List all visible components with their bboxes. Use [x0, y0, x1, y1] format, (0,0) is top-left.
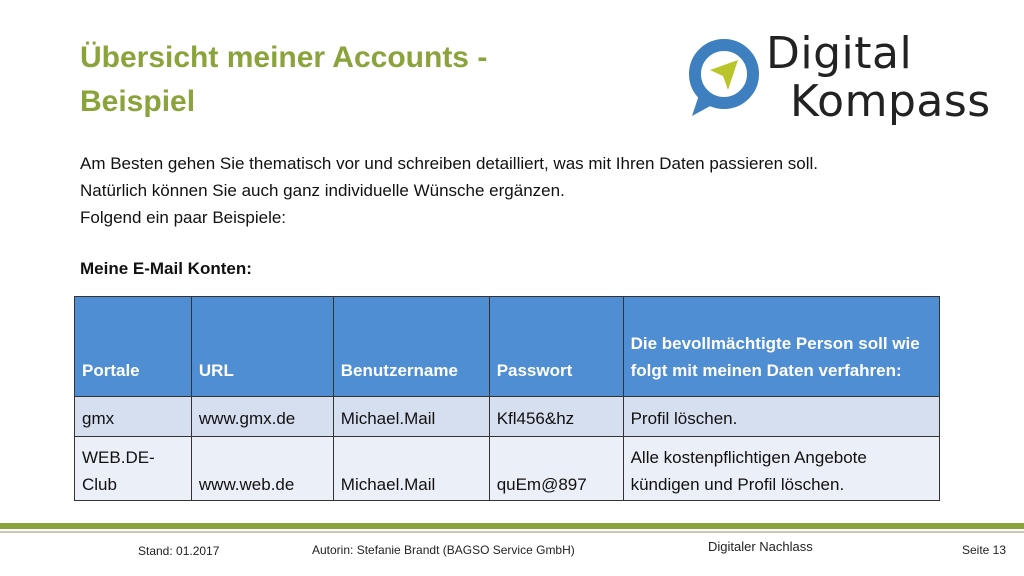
- digital-kompass-logo: [688, 28, 991, 132]
- footer-divider: [0, 531, 1024, 533]
- header-benutzername: Benutzername: [333, 297, 489, 397]
- cell-password: quEm@897: [489, 437, 623, 501]
- footer-topic: Digitaler Nachlass: [708, 539, 813, 554]
- email-accounts-table: [74, 296, 940, 501]
- slide-title-line-1: Übersicht meiner Accounts -: [80, 41, 488, 74]
- cell-url: www.web.de: [191, 437, 333, 501]
- slide-title: [80, 36, 487, 124]
- cell-username: Michael.Mail: [333, 397, 489, 437]
- footer-band: [0, 523, 1024, 529]
- header-url: URL: [191, 297, 333, 397]
- cell-password: Kfl456&hz: [489, 397, 623, 437]
- table-row: [75, 437, 940, 501]
- cell-username: Michael.Mail: [333, 437, 489, 501]
- intro-line-1: Am Besten gehen Sie thematisch vor und schreiben detailliert, was mit Ihren Daten passieren soll.: [80, 154, 818, 173]
- logo-word-digital: Digital: [766, 28, 913, 79]
- header-passwort: Passwort: [489, 297, 623, 397]
- intro-line-2: Natürlich können Sie auch ganz individuelle Wünsche ergänzen.: [80, 181, 565, 200]
- cell-portal: WEB.DE-Club: [75, 437, 192, 501]
- cell-url: www.gmx.de: [191, 397, 333, 437]
- footer-date: Stand: 01.2017: [138, 544, 220, 558]
- section-heading: Meine E-Mail Konten:: [80, 259, 252, 278]
- header-portale: Portale: [75, 297, 192, 397]
- table-row: [75, 397, 940, 437]
- slide-title-line-2: Beispiel: [80, 85, 196, 118]
- intro-line-3: Folgend ein paar Beispiele:: [80, 208, 287, 227]
- intro-text: [80, 150, 818, 231]
- footer-author: Autorin: Stefanie Brandt (BAGSO Service GmbH): [312, 543, 575, 557]
- table-header-row: [75, 297, 940, 397]
- header-instructions: Die bevollmächtigte Person soll wie folgt mit meinen Daten verfahren:: [623, 297, 939, 397]
- compass-arrow-icon: [710, 60, 738, 90]
- footer-page-number: Seite 13: [962, 543, 1007, 557]
- cell-instruction: Profil löschen.: [623, 397, 939, 437]
- cell-instruction: Alle kostenpflichtigen Angebote kündigen und Profil löschen.: [623, 437, 939, 501]
- location-pin-icon: [688, 38, 760, 120]
- cell-portal: gmx: [75, 397, 192, 437]
- logo-wordmark: [766, 30, 991, 126]
- logo-word-kompass: Kompass: [790, 76, 991, 127]
